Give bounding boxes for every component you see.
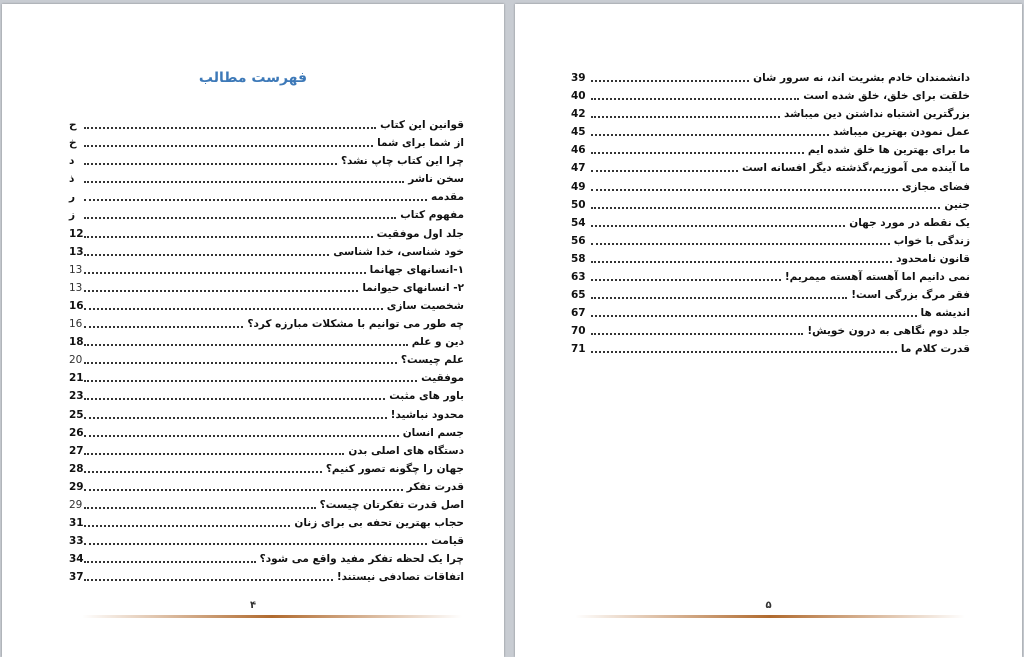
toc-entry[interactable] [2, 279, 504, 297]
toc-page-number: ذ [69, 173, 75, 186]
toc-leader-dots [84, 326, 243, 328]
toc-entry-label: چرا این کتاب چاپ نشد؟ [340, 155, 464, 168]
toc-page-number: 56 [571, 234, 586, 247]
toc-leader-dots [591, 315, 917, 317]
toc-page-number: 39 [571, 72, 586, 84]
toc-entry-label: دانشمندان خادم بشریت اند، نه سرور شان [753, 72, 970, 84]
toc-entry[interactable] [2, 351, 504, 369]
toc-leader-dots [84, 199, 427, 201]
toc-page-number: 40 [571, 90, 586, 103]
toc-entry[interactable] [515, 268, 1022, 286]
toc-entry-label: حجاب بهترین تحفه بی برای زنان [294, 517, 464, 530]
toc-entry[interactable] [2, 514, 504, 532]
toc-entry[interactable] [2, 478, 504, 496]
toc-entry[interactable] [515, 322, 1022, 340]
toc-entry[interactable] [2, 152, 504, 170]
toc-page-number: 47 [571, 162, 586, 175]
toc-page-number: خ [69, 137, 77, 150]
toc-entry[interactable] [515, 87, 1022, 105]
toc-leader-dots [591, 207, 940, 209]
toc-entry[interactable] [515, 141, 1022, 159]
toc-leader-dots [84, 163, 337, 165]
toc-entry[interactable] [2, 188, 504, 206]
toc-leader-dots [591, 243, 890, 245]
toc-title: فهرست مطالب [198, 70, 308, 86]
toc-entry[interactable] [2, 568, 504, 586]
toc-entry-label: باور های مثبت [389, 390, 464, 403]
toc-entry[interactable] [515, 123, 1022, 141]
toc-entry[interactable] [515, 304, 1022, 322]
toc-leader-dots [591, 333, 803, 335]
toc-page-number: 63 [571, 271, 586, 284]
toc-entry[interactable] [515, 214, 1022, 232]
toc-entry[interactable] [2, 206, 504, 224]
toc-entry-label: سخن ناشر [408, 173, 464, 186]
toc-page-number: 49 [571, 180, 586, 193]
toc-entry-label: جهان را چگونه تصور کنیم؟ [325, 462, 464, 475]
toc-entry-label: مفهوم کتاب [400, 209, 464, 222]
toc-entry[interactable] [2, 225, 504, 243]
toc-entry[interactable] [515, 196, 1022, 214]
toc-entry-label: فقر مرگ بزرگی است! [851, 289, 970, 302]
toc-page-number: 71 [571, 343, 586, 356]
toc-entry[interactable] [2, 369, 504, 387]
toc-page-number: د [69, 155, 75, 168]
toc-entry-label: جنین [944, 198, 970, 211]
toc-leader-dots [591, 98, 799, 100]
toc-entry-label: قدرت کلام ما [900, 343, 970, 356]
toc-page-number: 27 [69, 444, 84, 457]
page-number: ۴ [249, 600, 257, 611]
toc-entry-label: ۲- انسانهای حیوانما [362, 281, 464, 294]
toc-leader-dots [591, 351, 897, 353]
toc-entry[interactable] [515, 250, 1022, 268]
toc-entry-label: از شما برای شما [377, 137, 464, 150]
toc-entry-label: دین و علم [411, 336, 464, 349]
page-number: ۵ [765, 600, 772, 611]
toc-page-number: 67 [571, 307, 586, 320]
toc-entry-label: جلد اول موفقیت [376, 227, 464, 240]
toc-page-number: 20 [69, 354, 83, 367]
toc-page-number: 21 [69, 372, 84, 385]
toc-leader-dots [591, 297, 847, 299]
toc-leader-dots [591, 170, 738, 172]
toc-page-number: 16 [69, 299, 84, 312]
toc-page-number: 13 [69, 281, 83, 294]
toc-leader-dots [84, 254, 329, 256]
page-right [515, 4, 1022, 657]
toc-page-number: 54 [571, 216, 586, 229]
toc-leader-dots [84, 272, 366, 274]
toc-entry-label: علم چیست؟ [400, 354, 464, 367]
toc-entry[interactable] [2, 496, 504, 514]
footer-divider [575, 615, 965, 618]
footer-divider [82, 615, 462, 618]
toc-leader-dots [84, 127, 376, 129]
toc-entry-label: زندگی با خواب [893, 234, 970, 247]
toc-entry-label: عمل نمودن بهترین میباشد [833, 126, 970, 139]
toc-entry[interactable] [515, 69, 1022, 87]
toc-entry-label: چه طور می توانیم با مشکلات مبارزه کرد؟ [247, 318, 464, 331]
toc-entry-label: جلد دوم نگاهی به درون خویش! [807, 325, 970, 338]
toc-entry[interactable] [2, 442, 504, 460]
toc-page-number: 70 [571, 325, 586, 338]
toc-leader-dots [84, 236, 373, 238]
toc-entry-label: خود شناسی، خدا شناسی [333, 245, 464, 258]
toc-entry-label: قانون نامحدود [896, 252, 970, 265]
toc-entry[interactable] [2, 297, 504, 315]
toc-entry-label: ما برای بهترین ها خلق شده ایم [807, 144, 970, 157]
toc-entry-label: نمی دانیم اما آهسته آهسته میمریم! [784, 271, 970, 284]
toc-entry[interactable] [2, 315, 504, 333]
toc-leader-dots [591, 189, 898, 191]
toc-entry-label: اصل قدرت تفکرتان چیست؟ [319, 498, 464, 511]
toc-entry[interactable] [515, 159, 1022, 177]
toc-entry-label: اتفاقات تصادفی نیستند! [336, 571, 464, 584]
toc-entry[interactable] [2, 406, 504, 424]
toc-entry[interactable] [2, 387, 504, 405]
toc-entry[interactable] [2, 134, 504, 152]
toc-leader-dots [84, 453, 344, 455]
toc-entry[interactable] [2, 550, 504, 568]
toc-entry[interactable] [515, 105, 1022, 123]
toc-page-number: 29 [69, 498, 83, 511]
toc-page-number: 18 [69, 336, 84, 349]
toc-leader-dots [591, 80, 749, 82]
toc-entry[interactable] [515, 178, 1022, 196]
toc-entry-label: محدود نباشید! [390, 408, 464, 421]
toc-entry-label: ۱-انسانهای جهانما [369, 263, 464, 276]
toc-page-number: ز [69, 209, 76, 222]
toc-entry[interactable] [515, 232, 1022, 250]
toc-page-number: 42 [571, 108, 586, 121]
toc-leader-dots [84, 579, 333, 581]
toc-entry-label: قوانین این کتاب [380, 119, 464, 131]
toc-entry[interactable] [2, 170, 504, 188]
toc-leader-dots [84, 308, 383, 310]
toc-entry[interactable] [2, 243, 504, 261]
toc-entry[interactable] [515, 340, 1022, 358]
toc-page-number: ر [69, 191, 76, 204]
toc-page-number: 31 [69, 517, 84, 530]
toc-entry-label: مقدمه [431, 191, 464, 204]
toc-page-number: 12 [69, 227, 84, 240]
toc-leader-dots [591, 116, 780, 118]
toc-entry[interactable] [2, 460, 504, 478]
toc-entry-label: اندیشه ها [920, 307, 970, 320]
toc-entry[interactable] [2, 261, 504, 279]
toc-page-number: 50 [571, 198, 586, 211]
toc-entry-label: یک نقطه در مورد جهان [849, 216, 970, 229]
toc-leader-dots [591, 279, 781, 281]
toc-page-number: 34 [69, 553, 84, 566]
toc-page-number: 26 [69, 426, 84, 439]
toc-leader-dots [591, 225, 845, 227]
toc-leader-dots [84, 561, 256, 563]
toc-entry-label: قدرت تفکر [406, 480, 464, 493]
toc-leader-dots [591, 152, 804, 154]
toc-leader-dots [591, 261, 892, 263]
toc-list-left [2, 116, 504, 586]
toc-leader-dots [84, 217, 396, 219]
toc-page-number: 28 [69, 462, 84, 475]
toc-entry[interactable] [2, 116, 504, 134]
toc-leader-dots [84, 145, 373, 147]
toc-page-number: 16 [69, 318, 83, 331]
toc-entry-label: فضای مجازی [901, 180, 970, 193]
toc-page-number: 13 [69, 263, 83, 276]
toc-leader-dots [84, 417, 387, 419]
toc-page-number: 58 [571, 252, 586, 265]
toc-entry-label: موفقیت [421, 372, 464, 385]
toc-entry-label: خلقت برای خلق، خلق شده است [803, 90, 970, 103]
toc-leader-dots [591, 134, 829, 136]
toc-leader-dots [84, 435, 399, 437]
toc-leader-dots [84, 525, 290, 527]
toc-leader-dots [84, 362, 397, 364]
toc-leader-dots [84, 489, 403, 491]
toc-page-number: 33 [69, 535, 84, 548]
toc-entry[interactable] [2, 333, 504, 351]
toc-entry-label: قیامت [431, 535, 464, 548]
toc-leader-dots [84, 181, 404, 183]
toc-page-number: 37 [69, 571, 84, 584]
toc-page-number: 65 [571, 289, 586, 302]
toc-entry-label: شخصیت سازی [386, 299, 464, 312]
toc-entry-label: جسم انسان [402, 426, 464, 439]
toc-leader-dots [84, 380, 417, 382]
toc-entry-label: چرا یک لحظه تفکر مفید واقع می شود؟ [259, 553, 464, 566]
toc-page-number: ح [69, 119, 77, 131]
toc-page-number: 29 [69, 480, 84, 493]
toc-list-right [515, 69, 1022, 359]
toc-entry[interactable] [2, 532, 504, 550]
toc-leader-dots [84, 290, 358, 292]
toc-leader-dots [84, 344, 408, 346]
toc-page-number: 46 [571, 144, 586, 157]
toc-page-number: 45 [571, 126, 586, 139]
page-left [2, 4, 504, 657]
toc-entry[interactable] [515, 286, 1022, 304]
toc-leader-dots [84, 398, 385, 400]
toc-page-number: 23 [69, 390, 84, 403]
toc-entry[interactable] [2, 424, 504, 442]
toc-leader-dots [84, 471, 322, 473]
toc-entry-label: دستگاه های اصلی بدن [348, 444, 464, 457]
toc-leader-dots [84, 543, 427, 545]
toc-page-number: 13 [69, 245, 84, 258]
toc-page-number: 25 [69, 408, 84, 421]
toc-leader-dots [84, 507, 316, 509]
toc-entry-label: بزرگترین اشتباه نداشتن دین میباشد [784, 108, 970, 121]
toc-entry-label: ما آینده می آموزیم،گذشته دیگر افسانه است [741, 162, 970, 175]
